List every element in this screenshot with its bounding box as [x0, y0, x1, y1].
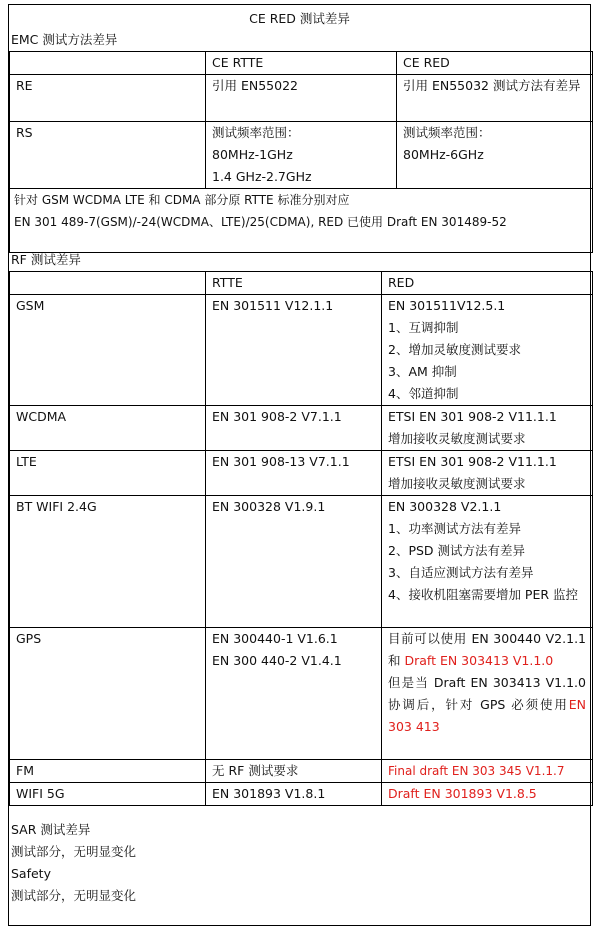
rtte-cell: EN 301 908-2 V7.1.1: [206, 406, 382, 451]
safety-heading: Safety: [11, 866, 51, 881]
red-cell: ETSI EN 301 908-2 V11.1.1 增加接收灵敏度测试要求: [382, 451, 593, 496]
red-cell: 目前可以使用 EN 300440 V2.1.1 和 Draft EN 303413 V1.1.0 但是当 Draft EN 303413 V1.1.0 协调后，针对 GPS 必须使用EN 303 413: [382, 628, 593, 760]
rtte-cell: EN 300328 V1.9.1: [206, 496, 382, 628]
row-label: LTE: [10, 451, 206, 496]
rf-header-row: [10, 272, 593, 295]
red-cell: ETSI EN 301 908-2 V11.1.1 增加接收灵敏度测试要求: [382, 406, 593, 451]
row-label: BT WIFI 2.4G: [10, 496, 206, 628]
rf-row-lte: [10, 451, 593, 496]
rf-header-rtte: RTTE: [206, 272, 382, 295]
rf-row-bt-wifi: [10, 496, 593, 628]
red-cell: Draft EN 301893 V1.8.5: [382, 783, 593, 806]
sar-text: 测试部分，无明显变化: [11, 844, 137, 859]
row-label: GPS: [10, 628, 206, 760]
emc-header-red: CE RED: [397, 52, 593, 75]
emc-heading: EMC 测试方法差异: [11, 32, 118, 47]
rf-row-wifi5g: [10, 783, 593, 806]
emc-header-empty: [10, 52, 206, 75]
rtte-cell: EN 301511 V12.1.1: [206, 295, 382, 406]
row-label: FM: [10, 760, 206, 783]
red-cell: EN 300328 V2.1.1 1、功率测试方法有差异 2、PSD 测试方法有差异 3、自适应测试方法有差异 4、接收机阻塞需要增加 PER 监控: [382, 496, 593, 628]
emc-note-row: [10, 189, 593, 253]
red-cell: EN 301511V12.5.1 1、互调抑制 2、增加灵敏度测试要求 3、AM 抑制 4、邻道抑制: [382, 295, 593, 406]
rtte-cell: 引用 EN55022: [206, 75, 397, 122]
page-title: CE RED 测试差异: [249, 11, 350, 26]
row-label: WCDMA: [10, 406, 206, 451]
row-label: WIFI 5G: [10, 783, 206, 806]
sar-heading: SAR 测试差异: [11, 822, 91, 837]
document-frame: [8, 4, 591, 926]
rtte-cell: 无 RF 测试要求: [206, 760, 382, 783]
emc-table: [9, 51, 593, 253]
rf-row-gps: [10, 628, 593, 760]
rf-header-red: RED: [382, 272, 593, 295]
red-cell: Final draft EN 303 345 V1.1.7: [382, 760, 593, 783]
emc-header-rtte: CE RTTE: [206, 52, 397, 75]
emc-row-re: [10, 75, 593, 122]
rtte-cell: EN 301 908-13 V7.1.1: [206, 451, 382, 496]
row-label: GSM: [10, 295, 206, 406]
rtte-cell: EN 300440-1 V1.6.1 EN 300 440-2 V1.4.1: [206, 628, 382, 760]
red-cell: 引用 EN55032 测试方法有差异: [397, 75, 593, 122]
safety-text: 测试部分，无明显变化: [11, 888, 137, 903]
rf-row-wcdma: [10, 406, 593, 451]
row-label: RE: [10, 75, 206, 122]
rf-header-empty: [10, 272, 206, 295]
rtte-cell: EN 301893 V1.8.1: [206, 783, 382, 806]
rf-heading: RF 测试差异: [11, 252, 81, 267]
emc-header-row: [10, 52, 593, 75]
rf-row-fm: [10, 760, 593, 783]
red-cell: 测试频率范围： 80MHz-6GHz: [397, 122, 593, 189]
rtte-cell: 测试频率范围： 80MHz-1GHz 1.4 GHz-2.7GHz: [206, 122, 397, 189]
row-label: RS: [10, 122, 206, 189]
rf-table: [9, 271, 593, 806]
emc-note: 针对 GSM WCDMA LTE 和 CDMA 部分原 RTTE 标准分别对应 EN 301 489-7(GSM)/-24(WCDMA、LTE)/25(CDMA), RED 已使用 Draft EN 301489-52: [10, 189, 593, 253]
rf-row-gsm: [10, 295, 593, 406]
emc-row-rs: [10, 122, 593, 189]
